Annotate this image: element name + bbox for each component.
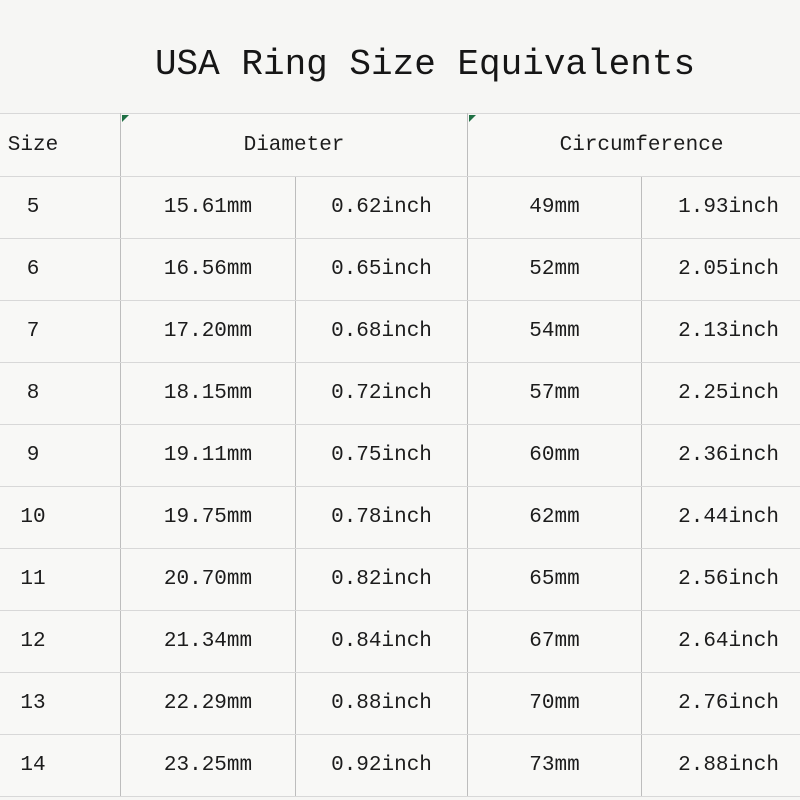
diameter-mm-cell: 15.61mm bbox=[121, 177, 296, 239]
diameter-inch-cell: 0.84inch bbox=[296, 611, 468, 673]
table-row bbox=[0, 611, 800, 673]
header-diameter-label: Diameter bbox=[243, 133, 345, 157]
size-cell: 12 bbox=[0, 611, 121, 673]
circumference-inch-cell: 2.25inch bbox=[642, 363, 800, 425]
diameter-mm-cell: 23.25mm bbox=[121, 735, 296, 797]
circumference-mm-cell: 49mm bbox=[468, 177, 642, 239]
circumference-inch-cell: 2.13inch bbox=[642, 301, 800, 363]
header-circumference bbox=[468, 114, 800, 177]
size-cell: 8 bbox=[0, 363, 121, 425]
table-header-row bbox=[0, 114, 800, 177]
circumference-mm-cell: 73mm bbox=[468, 735, 642, 797]
diameter-inch-cell: 0.65inch bbox=[296, 239, 468, 301]
green-corner-triangle-icon bbox=[122, 115, 129, 122]
circumference-inch-cell: 2.56inch bbox=[642, 549, 800, 611]
size-cell: 10 bbox=[0, 487, 121, 549]
size-cell: 14 bbox=[0, 735, 121, 797]
header-diameter bbox=[121, 114, 468, 177]
page-title: USA Ring Size Equivalents bbox=[154, 44, 696, 85]
circumference-mm-cell: 57mm bbox=[468, 363, 642, 425]
size-cell: 7 bbox=[0, 301, 121, 363]
diameter-inch-cell: 0.72inch bbox=[296, 363, 468, 425]
circumference-mm-cell: 65mm bbox=[468, 549, 642, 611]
table-row bbox=[0, 549, 800, 611]
table-row bbox=[0, 239, 800, 301]
ring-size-table bbox=[0, 113, 800, 797]
diameter-inch-cell: 0.68inch bbox=[296, 301, 468, 363]
diameter-inch-cell: 0.88inch bbox=[296, 673, 468, 735]
diameter-mm-cell: 20.70mm bbox=[121, 549, 296, 611]
circumference-mm-cell: 60mm bbox=[468, 425, 642, 487]
circumference-inch-cell: 2.44inch bbox=[642, 487, 800, 549]
table-row bbox=[0, 301, 800, 363]
table-row bbox=[0, 425, 800, 487]
circumference-inch-cell: 2.76inch bbox=[642, 673, 800, 735]
circumference-inch-cell: 1.93inch bbox=[642, 177, 800, 239]
table-row bbox=[0, 735, 800, 797]
circumference-inch-cell: 2.88inch bbox=[642, 735, 800, 797]
table-row bbox=[0, 487, 800, 549]
table-row bbox=[0, 363, 800, 425]
size-cell: 6 bbox=[0, 239, 121, 301]
size-cell: 13 bbox=[0, 673, 121, 735]
circumference-inch-cell: 2.05inch bbox=[642, 239, 800, 301]
diameter-inch-cell: 0.62inch bbox=[296, 177, 468, 239]
diameter-mm-cell: 19.11mm bbox=[121, 425, 296, 487]
table-row bbox=[0, 673, 800, 735]
diameter-mm-cell: 18.15mm bbox=[121, 363, 296, 425]
circumference-mm-cell: 62mm bbox=[468, 487, 642, 549]
header-size: Size bbox=[0, 114, 121, 177]
circumference-mm-cell: 67mm bbox=[468, 611, 642, 673]
diameter-inch-cell: 0.78inch bbox=[296, 487, 468, 549]
size-cell: 9 bbox=[0, 425, 121, 487]
diameter-inch-cell: 0.92inch bbox=[296, 735, 468, 797]
table-row bbox=[0, 177, 800, 239]
circumference-mm-cell: 52mm bbox=[468, 239, 642, 301]
circumference-mm-cell: 70mm bbox=[468, 673, 642, 735]
header-circumference-label: Circumference bbox=[559, 133, 724, 157]
size-cell: 11 bbox=[0, 549, 121, 611]
diameter-inch-cell: 0.82inch bbox=[296, 549, 468, 611]
green-corner-triangle-icon bbox=[469, 115, 476, 122]
diameter-inch-cell: 0.75inch bbox=[296, 425, 468, 487]
circumference-inch-cell: 2.64inch bbox=[642, 611, 800, 673]
diameter-mm-cell: 17.20mm bbox=[121, 301, 296, 363]
diameter-mm-cell: 21.34mm bbox=[121, 611, 296, 673]
circumference-inch-cell: 2.36inch bbox=[642, 425, 800, 487]
diameter-mm-cell: 22.29mm bbox=[121, 673, 296, 735]
size-cell: 5 bbox=[0, 177, 121, 239]
circumference-mm-cell: 54mm bbox=[468, 301, 642, 363]
diameter-mm-cell: 16.56mm bbox=[121, 239, 296, 301]
diameter-mm-cell: 19.75mm bbox=[121, 487, 296, 549]
